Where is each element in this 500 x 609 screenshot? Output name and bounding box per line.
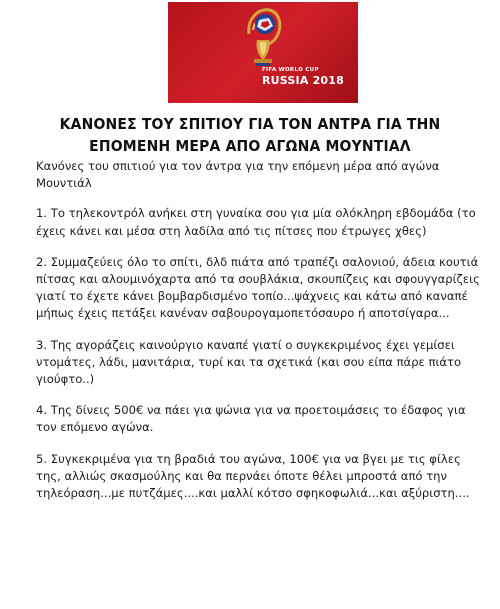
rule-2: 2. Συμμαζεύεις όλο το σπίτι, δλδ πιάτα από τραπέζι σαλονιού, άδεια κουτιά πίτσας και αλουμινόχαρτα από τα σουβλάκια, σκουπίζεις και σφουγγαρίζεις γιατί το έχετε κάνει βομβαρδισμένο τοπίο...ψάχνεις και κάτω από καναπέ μήπως έχεις πετάξει κανέναν σαβουρογαμοπετόσαυρο ή αποτσίγαρα...	[36, 254, 480, 321]
banner-small-text: FIFA WORLD CUP	[261, 67, 319, 73]
rule-3: 3. Της αγοράζεις καινούργιο καναπέ γιατί ο συγκεκριμένος έχει γεμίσει ντομάτες, λάδι, μανιτάρια, τυρί και τα σχετικά (και σου είπα πάρε πιάτο γιούφτο..)	[36, 337, 462, 387]
banner-big-text: RUSSIA 2018	[261, 73, 344, 87]
banner-caption	[262, 68, 344, 86]
rule-5: 5. Συγκεκριμένα για τη βραδιά του αγώνα, 100€ για να βγει με τις φίλες της, αλλιώς σκασμούλης και θα περνάει όποτε θέλει μπροστά από την τηλεόραση...με πυτζάμες....και μαλλί κότσο σφηκοφωλιά...και αξύριστη....	[36, 451, 470, 501]
rule-4: 4. Της δίνεις 500€ να πάει για ψώνια για να προετοιμάσεις το έδαφος για τον επόμενο αγώνα.	[36, 403, 466, 435]
rule-1: 1. Το τηλεκοντρόλ ανήκει στη γυναίκα σου για μία ολόκληρη εβδομάδα (το έχεις κάνει και μέσα στη λαδίλα από τις πίτσες που έτρωγες χθες)	[36, 206, 476, 238]
headline-line-1: ΚΑΝΟΝΕΣ ΤΟΥ ΣΠΙΤΙΟΥ ΓΙΑ ΤΟΝ ΑΝΤΡΑ ΓΙΑ ΤΗΝ	[59, 115, 441, 133]
world-cup-banner	[168, 2, 358, 103]
intro-paragraph: Κανόνες του σπιτιού για τον άντρα για την επόμενη μέρα από αγώνα Μουντιάλ	[36, 159, 440, 191]
headline-line-2: ΕΠΟΜΕΝΗ ΜΕΡΑ ΑΠΟ ΑΓΩΝΑ ΜΟΥΝΤΙΑΛ	[89, 137, 411, 155]
world-cup-trophy-logo-icon	[168, 2, 358, 103]
article-body	[36, 158, 486, 516]
page-headline	[36, 113, 464, 157]
